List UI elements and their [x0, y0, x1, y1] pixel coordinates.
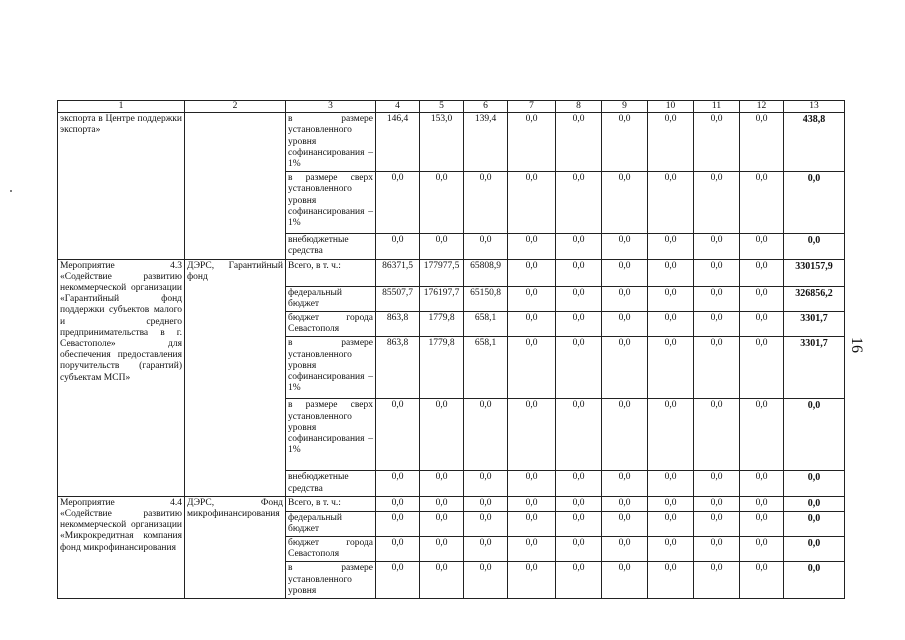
amount-cell: 0,0 [420, 537, 464, 562]
amount-cell: 0,0 [740, 511, 784, 536]
column-header: 6 [464, 101, 508, 113]
amount-cell: 0,0 [508, 511, 556, 536]
funding-source-cell: федеральный бюджет [286, 511, 376, 536]
amount-cell: 0,0 [740, 172, 784, 234]
amount-cell: 0,0 [556, 312, 602, 337]
amount-cell: 0,0 [376, 399, 420, 471]
amount-cell: 0,0 [648, 234, 694, 259]
amount-cell: 0,0 [602, 562, 648, 599]
amount-cell: 0,0 [694, 113, 740, 172]
budget-table [57, 100, 845, 599]
table-row [58, 259, 845, 286]
amount-cell: 177977,5 [420, 259, 464, 286]
measure-name-cell: Мероприятие 4.3 «Содействие развитию некоммерческой организации «Гарантийный фонд поддержки субъектов малого и среднего предпринимательства в г. Севастополе» для обеспечения предоставления поручительств (гарантий) субъектам МСП» [58, 259, 185, 496]
column-number-row [58, 101, 845, 113]
amount-cell: 0,0 [694, 234, 740, 259]
amount-cell: 0,0 [740, 399, 784, 471]
measure-name-cell: экспорта в Центре поддержки экспорта» [58, 113, 185, 259]
amount-cell: 0,0 [648, 399, 694, 471]
amount-cell: 0,0 [602, 537, 648, 562]
amount-cell: 0,0 [602, 172, 648, 234]
amount-cell: 0,0 [648, 113, 694, 172]
executor-cell: ДЭРС, Фонд микрофинансирования [185, 496, 286, 599]
amount-cell: 863,8 [376, 312, 420, 337]
executor-cell: ДЭРС, Гарантийный фонд [185, 259, 286, 496]
amount-cell: 0,0 [464, 496, 508, 511]
amount-cell: 658,1 [464, 337, 508, 399]
amount-cell: 0,0 [648, 537, 694, 562]
amount-cell: 0,0 [420, 511, 464, 536]
amount-cell: 0,0 [602, 511, 648, 536]
page-number: 16 [848, 337, 865, 353]
amount-cell: 0,0 [508, 113, 556, 172]
amount-cell: 0,0 [694, 496, 740, 511]
amount-cell: 0,0 [556, 113, 602, 172]
amount-cell: 0,0 [648, 172, 694, 234]
amount-cell: 0,0 [420, 562, 464, 599]
amount-cell: 0,0 [508, 562, 556, 599]
amount-cell: 0,0 [376, 562, 420, 599]
amount-cell: 0,0 [376, 234, 420, 259]
column-header: 5 [420, 101, 464, 113]
amount-cell: 0,0 [376, 537, 420, 562]
column-header: 4 [376, 101, 420, 113]
funding-source-cell: внебюджетные средства [286, 471, 376, 496]
amount-cell: 0,0 [602, 234, 648, 259]
amount-cell: 0,0 [740, 496, 784, 511]
total-cell: 0,0 [784, 399, 845, 471]
funding-source-cell: в размере сверх установленного уровня софинансирования – 1% [286, 172, 376, 234]
total-cell: 3301,7 [784, 337, 845, 399]
column-header: 11 [694, 101, 740, 113]
amount-cell: 0,0 [648, 337, 694, 399]
amount-cell: 0,0 [420, 399, 464, 471]
column-header: 10 [648, 101, 694, 113]
amount-cell: 0,0 [376, 471, 420, 496]
total-cell: 3301,7 [784, 312, 845, 337]
amount-cell: 0,0 [694, 537, 740, 562]
amount-cell: 0,0 [740, 259, 784, 286]
funding-source-cell: Всего, в т. ч.: [286, 496, 376, 511]
amount-cell: 0,0 [508, 496, 556, 511]
amount-cell: 0,0 [508, 172, 556, 234]
funding-source-cell: бюджет города Севастополя [286, 312, 376, 337]
amount-cell: 0,0 [508, 312, 556, 337]
amount-cell: 0,0 [556, 511, 602, 536]
amount-cell: 658,1 [464, 312, 508, 337]
column-header: 7 [508, 101, 556, 113]
amount-cell: 0,0 [556, 471, 602, 496]
column-header: 9 [602, 101, 648, 113]
total-cell: 438,8 [784, 113, 845, 172]
total-cell: 0,0 [784, 172, 845, 234]
amount-cell: 146,4 [376, 113, 420, 172]
funding-source-cell: внебюджетные средства [286, 234, 376, 259]
amount-cell: 0,0 [602, 471, 648, 496]
amount-cell: 0,0 [602, 337, 648, 399]
amount-cell: 0,0 [420, 471, 464, 496]
column-header: 8 [556, 101, 602, 113]
amount-cell: 0,0 [508, 471, 556, 496]
amount-cell: 1779,8 [420, 337, 464, 399]
budget-table-body [58, 101, 845, 599]
amount-cell: 0,0 [740, 113, 784, 172]
amount-cell: 0,0 [740, 562, 784, 599]
total-cell: 0,0 [784, 471, 845, 496]
funding-source-cell: в размере сверх установленного уровня софинансирования – 1% [286, 399, 376, 471]
funding-source-cell: федеральный бюджет [286, 286, 376, 311]
amount-cell: 0,0 [556, 172, 602, 234]
amount-cell: 0,0 [602, 113, 648, 172]
amount-cell: 0,0 [648, 496, 694, 511]
amount-cell: 0,0 [694, 172, 740, 234]
amount-cell: 65150,8 [464, 286, 508, 311]
amount-cell: 0,0 [508, 234, 556, 259]
amount-cell: 0,0 [694, 562, 740, 599]
amount-cell: 0,0 [464, 471, 508, 496]
funding-source-cell: в размере установленного уровня [286, 562, 376, 599]
amount-cell: 0,0 [694, 471, 740, 496]
amount-cell: 0,0 [464, 537, 508, 562]
amount-cell: 0,0 [376, 172, 420, 234]
amount-cell: 863,8 [376, 337, 420, 399]
amount-cell: 0,0 [694, 511, 740, 536]
amount-cell: 0,0 [556, 496, 602, 511]
amount-cell: 0,0 [420, 496, 464, 511]
amount-cell: 0,0 [556, 234, 602, 259]
amount-cell: 0,0 [556, 562, 602, 599]
amount-cell: 0,0 [648, 286, 694, 311]
total-cell: 326856,2 [784, 286, 845, 311]
amount-cell: 0,0 [464, 234, 508, 259]
scan-speck [10, 190, 12, 192]
amount-cell: 0,0 [508, 537, 556, 562]
amount-cell: 0,0 [464, 172, 508, 234]
amount-cell: 0,0 [740, 312, 784, 337]
amount-cell: 0,0 [556, 286, 602, 311]
amount-cell: 0,0 [648, 562, 694, 599]
amount-cell: 0,0 [556, 337, 602, 399]
amount-cell: 0,0 [740, 337, 784, 399]
executor-cell [185, 113, 286, 259]
column-header: 12 [740, 101, 784, 113]
amount-cell: 0,0 [376, 511, 420, 536]
amount-cell: 0,0 [648, 312, 694, 337]
amount-cell: 0,0 [694, 259, 740, 286]
amount-cell: 0,0 [694, 286, 740, 311]
amount-cell: 0,0 [420, 172, 464, 234]
amount-cell: 0,0 [464, 399, 508, 471]
amount-cell: 0,0 [602, 496, 648, 511]
amount-cell: 0,0 [740, 537, 784, 562]
amount-cell: 0,0 [420, 234, 464, 259]
amount-cell: 0,0 [648, 511, 694, 536]
column-header: 1 [58, 101, 185, 113]
amount-cell: 0,0 [740, 234, 784, 259]
measure-name-cell: Мероприятие 4.4 «Содействие развитию некоммерческой организации «Микрокредитная компания фонд микрофинансирования [58, 496, 185, 599]
column-header: 13 [784, 101, 845, 113]
amount-cell: 0,0 [648, 471, 694, 496]
amount-cell: 0,0 [464, 562, 508, 599]
amount-cell: 0,0 [740, 286, 784, 311]
total-cell: 330157,9 [784, 259, 845, 286]
amount-cell: 65808,9 [464, 259, 508, 286]
amount-cell: 0,0 [508, 337, 556, 399]
amount-cell: 0,0 [648, 259, 694, 286]
amount-cell: 0,0 [508, 286, 556, 311]
amount-cell: 0,0 [740, 471, 784, 496]
total-cell: 0,0 [784, 496, 845, 511]
amount-cell: 0,0 [694, 337, 740, 399]
funding-source-cell: бюджет города Севастополя [286, 537, 376, 562]
amount-cell: 139,4 [464, 113, 508, 172]
table-row [58, 113, 845, 172]
amount-cell: 0,0 [602, 286, 648, 311]
amount-cell: 0,0 [556, 399, 602, 471]
amount-cell: 86371,5 [376, 259, 420, 286]
amount-cell: 0,0 [556, 259, 602, 286]
funding-source-cell: в размере установленного уровня софинансирования – 1% [286, 337, 376, 399]
total-cell: 0,0 [784, 537, 845, 562]
amount-cell: 0,0 [508, 399, 556, 471]
column-header: 3 [286, 101, 376, 113]
amount-cell: 0,0 [602, 399, 648, 471]
funding-source-cell: Всего, в т. ч.: [286, 259, 376, 286]
amount-cell: 0,0 [602, 259, 648, 286]
amount-cell: 0,0 [556, 537, 602, 562]
amount-cell: 0,0 [376, 496, 420, 511]
column-header: 2 [185, 101, 286, 113]
amount-cell: 85507,7 [376, 286, 420, 311]
amount-cell: 0,0 [464, 511, 508, 536]
amount-cell: 0,0 [694, 312, 740, 337]
total-cell: 0,0 [784, 511, 845, 536]
amount-cell: 176197,7 [420, 286, 464, 311]
total-cell: 0,0 [784, 234, 845, 259]
amount-cell: 0,0 [508, 259, 556, 286]
amount-cell: 1779,8 [420, 312, 464, 337]
amount-cell: 153,0 [420, 113, 464, 172]
amount-cell: 0,0 [694, 399, 740, 471]
funding-source-cell: в размере установленного уровня софинансирования – 1% [286, 113, 376, 172]
amount-cell: 0,0 [602, 312, 648, 337]
total-cell: 0,0 [784, 562, 845, 599]
table-row [58, 496, 845, 511]
